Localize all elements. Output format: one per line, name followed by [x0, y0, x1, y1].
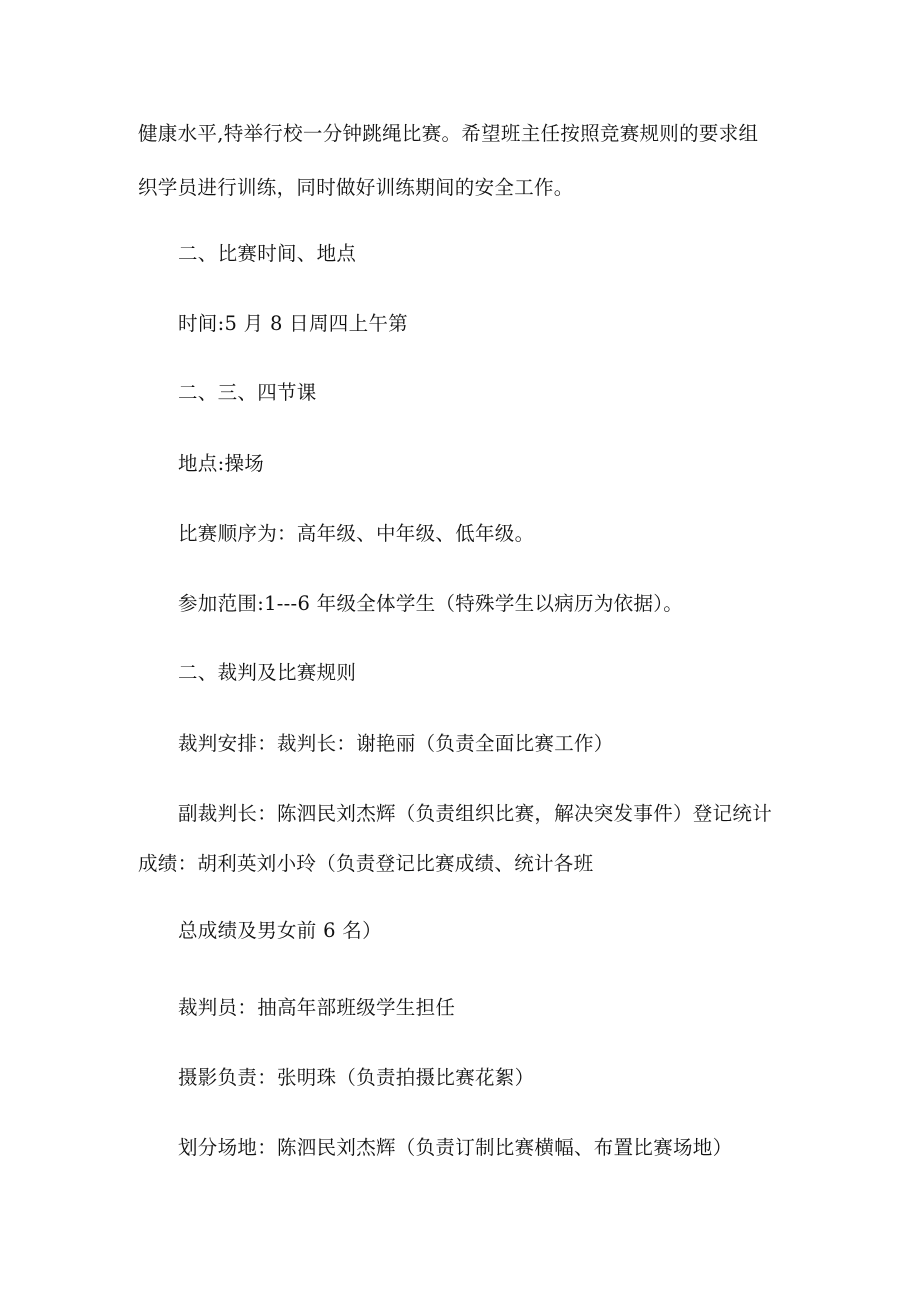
section-heading: 二、比赛时间、地点: [178, 242, 357, 265]
paragraph-line: 织学员进行训练，同时做好训练期间的安全工作。: [138, 176, 574, 199]
paragraph-line: 二、三、四节课: [178, 381, 317, 404]
paragraph-line: 摄影负责：张明珠（负责拍摄比赛花絮）: [178, 1066, 535, 1089]
paragraph-line: 时间:5 月 8 日周四上午第: [178, 312, 408, 335]
paragraph-line: 比赛顺序为：高年级、中年级、低年级。: [178, 522, 535, 545]
paragraph-line: 健康水平,特举行校一分钟跳绳比赛。希望班主任按照竞赛规则的要求组: [138, 122, 759, 145]
paragraph-line: 成绩：胡利英刘小玲（负责登记比赛成绩、统计各班: [138, 852, 594, 875]
paragraph-line: 划分场地：陈泗民刘杰辉（负责订制比赛横幅、布置比赛场地）: [178, 1136, 733, 1159]
paragraph-line: 总成绩及男女前 6 名）: [178, 919, 382, 942]
paragraph-line: 地点:操场: [178, 452, 265, 475]
paragraph-line: 副裁判长：陈泗民刘杰辉（负责组织比赛，解决突发事件）登记统计: [178, 802, 773, 825]
paragraph-line: 裁判安排：裁判长：谢艳丽（负责全面比赛工作）: [178, 732, 614, 755]
paragraph-line: 参加范围:1---6 年级全体学生（特殊学生以病历为依据）。: [178, 592, 684, 615]
paragraph-line: 裁判员：抽高年部班级学生担任: [178, 996, 456, 1019]
section-heading: 二、裁判及比赛规则: [178, 661, 357, 684]
